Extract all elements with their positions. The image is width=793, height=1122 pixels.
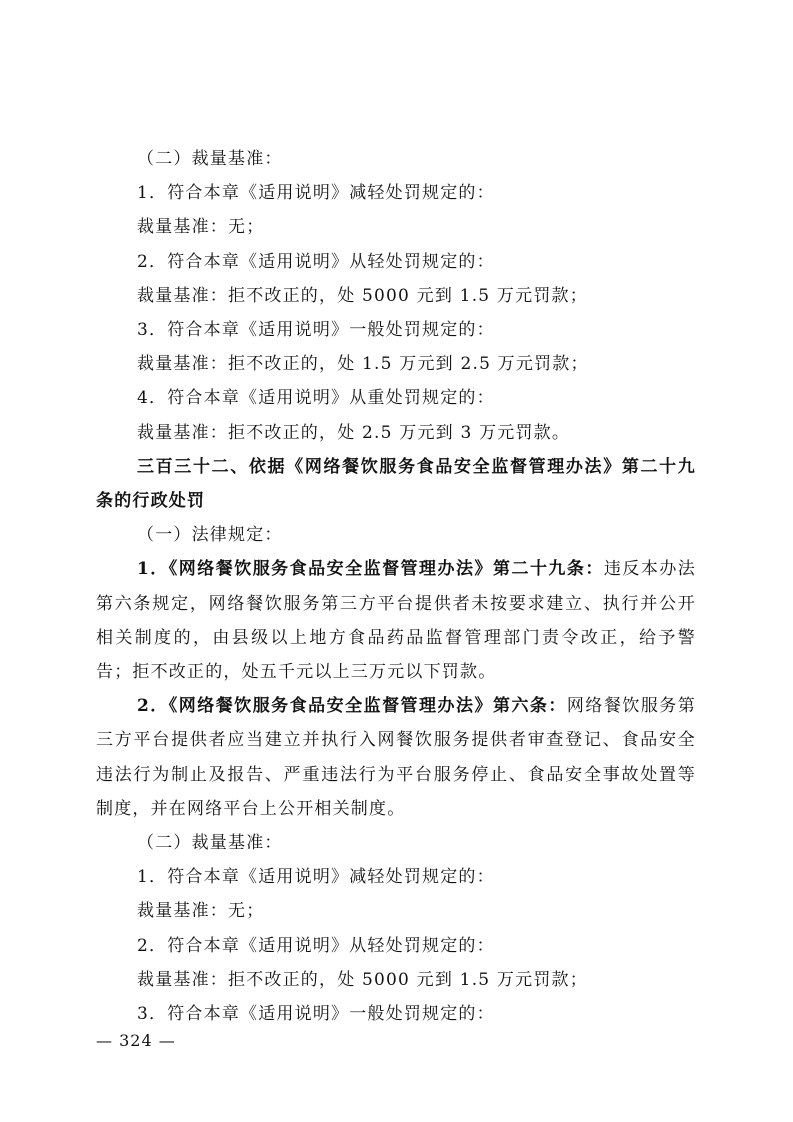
discretion-standard: 裁量基准：拒不改正的，处 5000 元到 1.5 万元罚款； <box>137 969 588 990</box>
discretion-heading: （二）裁量基准： <box>137 833 283 854</box>
page-body <box>96 142 696 1031</box>
list-item: 2．符合本章《适用说明》从轻处罚规定的： <box>137 935 495 956</box>
discretion-standard: 裁量基准：无； <box>137 901 265 922</box>
law-paragraph <box>96 552 696 689</box>
page-number: — 324 — <box>96 1031 176 1050</box>
list-item: 3．符合本章《适用说明》一般处罚规定的： <box>137 1004 495 1025</box>
discretion-heading: （二）裁量基准： <box>137 149 283 169</box>
discretion-standard: 裁量基准：拒不改正的，处 1.5 万元到 2.5 万元罚款； <box>137 354 589 375</box>
law-text: 违反本办法第六条规定，网络餐饮服务第三方平台提供者未按要求建立、执行并公开相关制度的，由县级以上地方食品药品监督管理部门责令改正，给予警告；拒不改正的，处五千元以上三万元以下罚款。 <box>96 559 697 683</box>
law-citation: 1．《网络餐饮服务食品安全监督管理办法》第二十九条： <box>137 559 604 580</box>
legal-provisions-heading: （一）法律规定： <box>137 525 283 546</box>
article-title: 三百三十二、依据《网络餐饮服务食品安全监督管理办法》第二十九条的行政处罚 <box>96 456 696 512</box>
list-item: 4．符合本章《适用说明》从重处罚规定的： <box>137 388 495 409</box>
discretion-standard: 裁量基准：无； <box>137 217 265 238</box>
list-item: 2．符合本章《适用说明》从轻处罚规定的： <box>137 251 495 272</box>
discretion-standard: 裁量基准：拒不改正的，处 5000 元到 1.5 万元罚款； <box>137 285 588 306</box>
law-citation: 2．《网络餐饮服务食品安全监督管理办法》第六条： <box>137 696 567 717</box>
law-paragraph <box>96 689 696 826</box>
list-item: 1．符合本章《适用说明》减轻处罚规定的： <box>137 867 495 888</box>
discretion-standard: 裁量基准：拒不改正的，处 2.5 万元到 3 万元罚款。 <box>137 422 571 443</box>
list-item: 3．符合本章《适用说明》一般处罚规定的： <box>137 320 495 341</box>
law-text: 网络餐饮服务第三方平台提供者应当建立并执行入网餐饮服务提供者审查登记、食品安全违法行为制止及报告、严重违法行为平台服务停止、食品安全事故处置等制度，并在网络平台上公开相关制度。 <box>96 696 696 819</box>
list-item: 1．符合本章《适用说明》减轻处罚规定的： <box>137 183 495 204</box>
